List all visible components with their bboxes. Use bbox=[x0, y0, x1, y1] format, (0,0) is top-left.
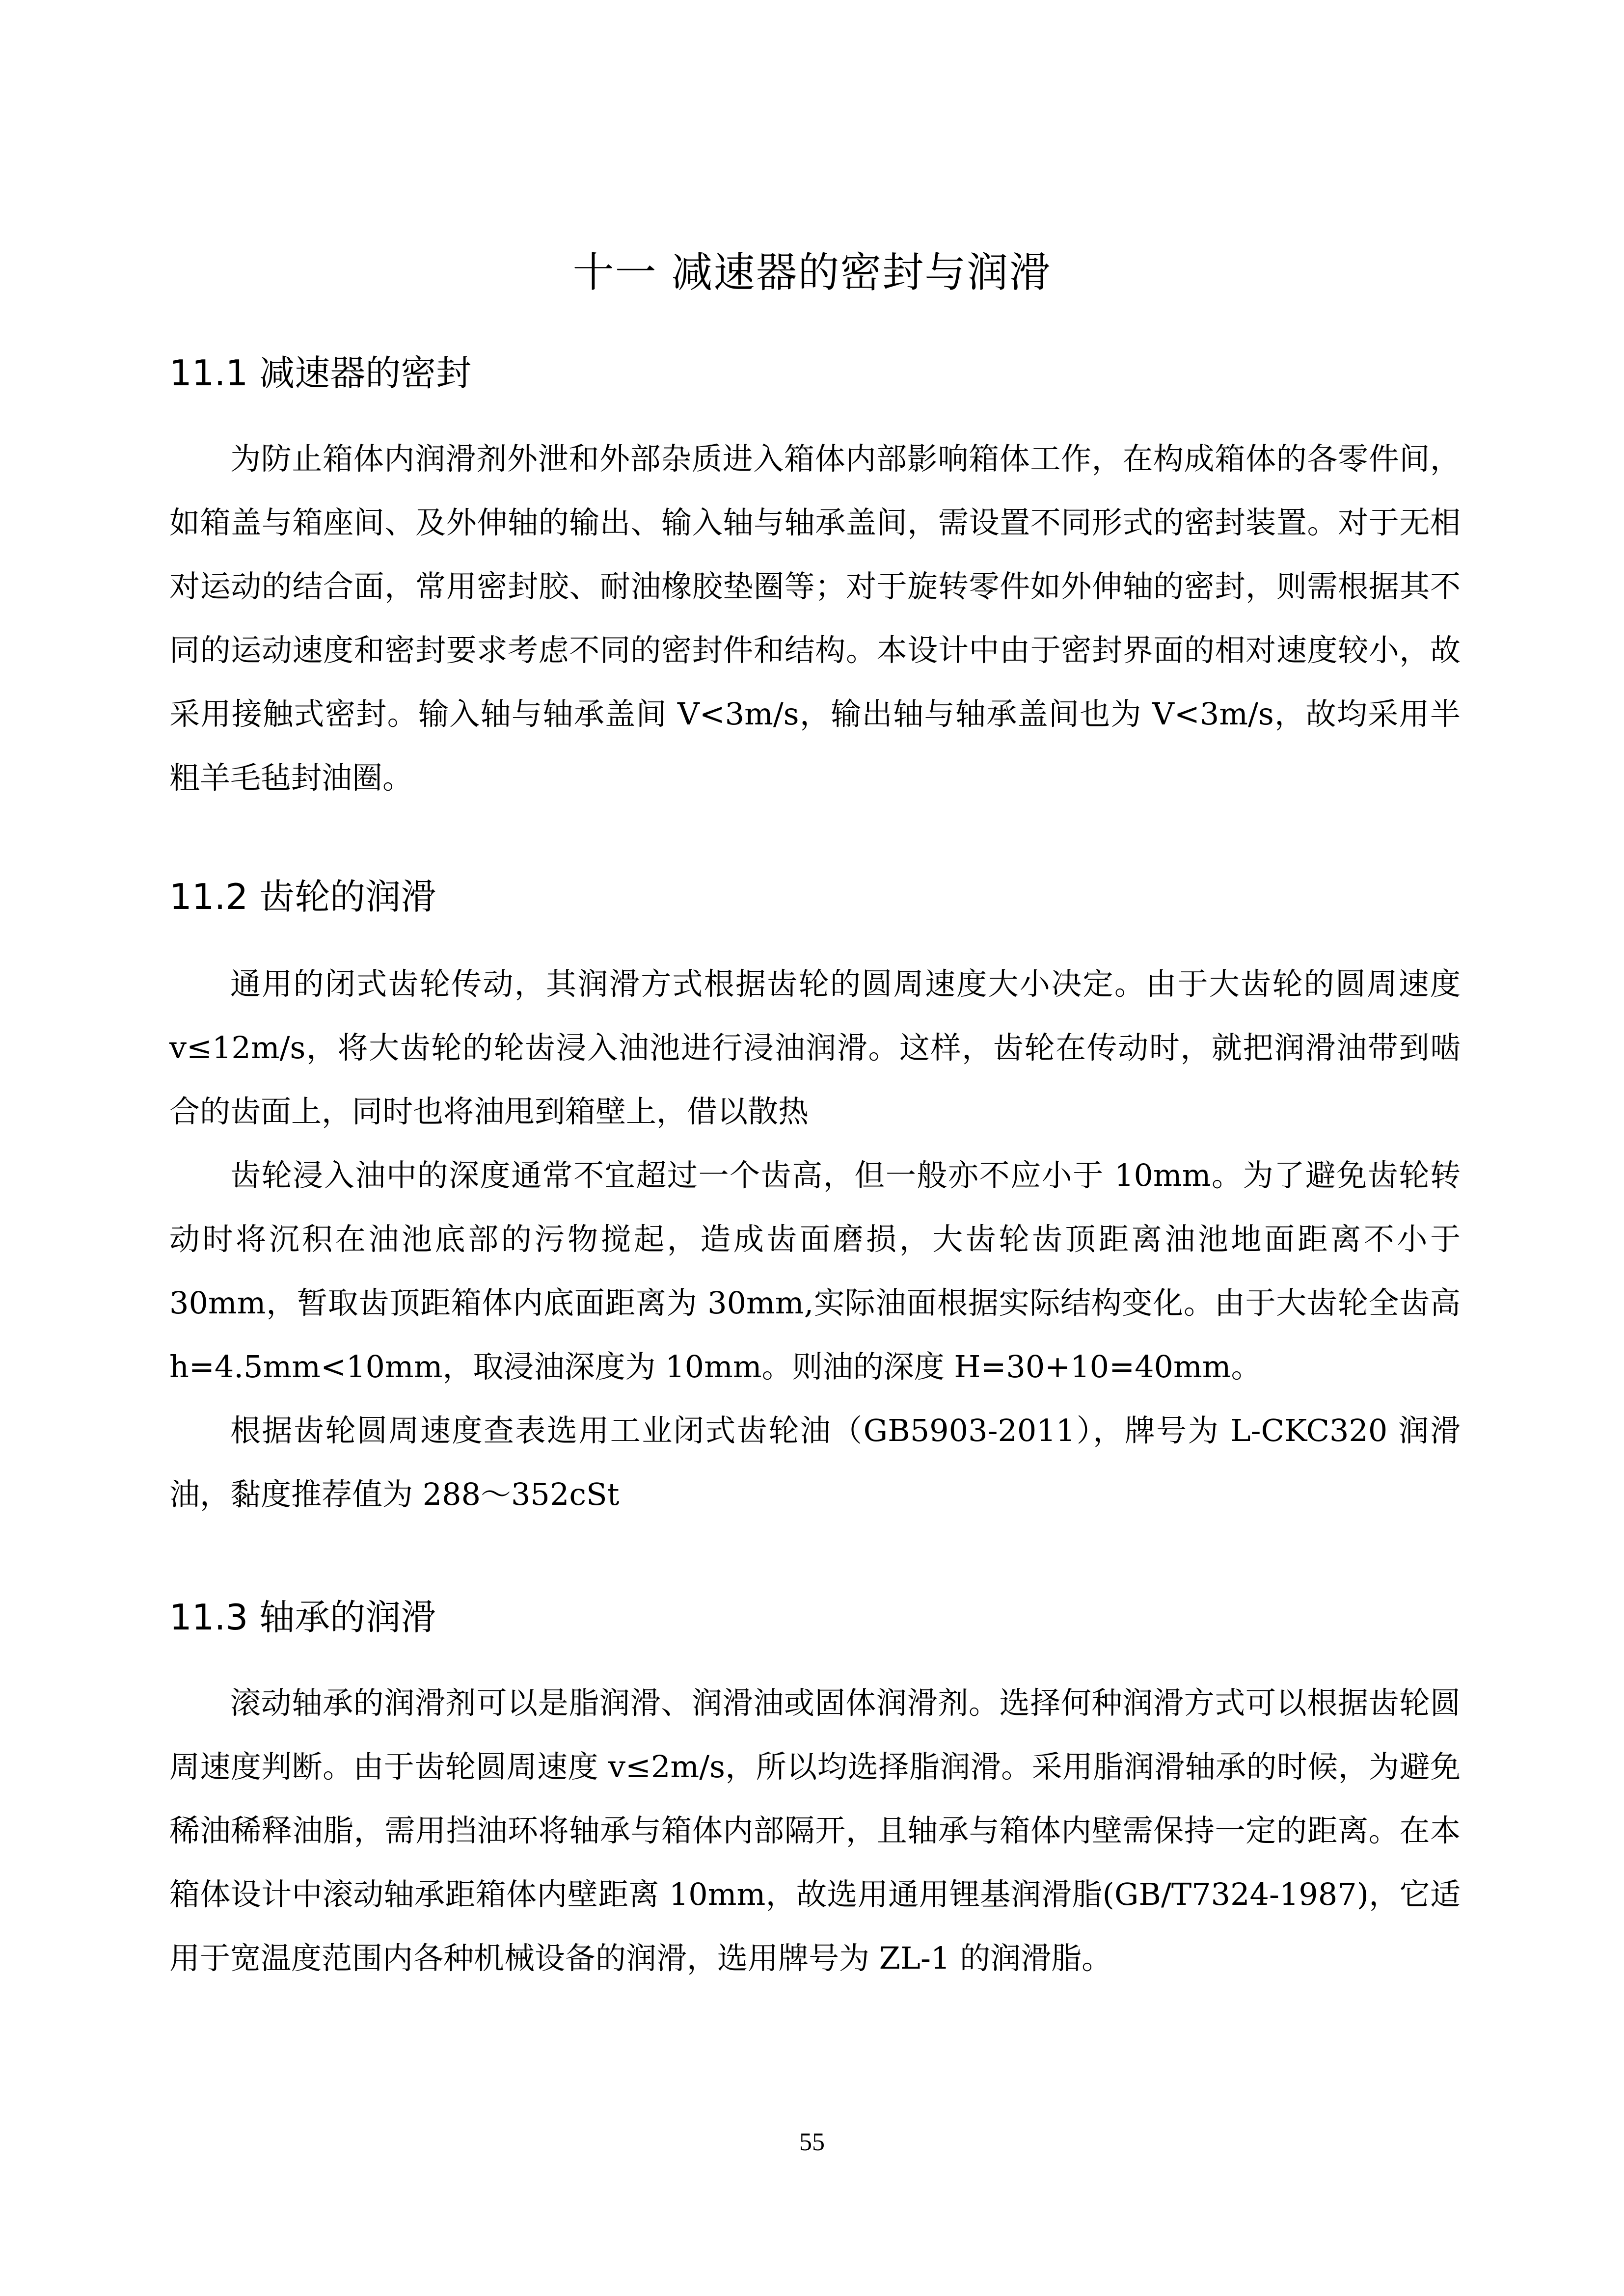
section-heading-11-3: 11.3 轴承的润滑 bbox=[169, 1597, 436, 1638]
paragraph-bearing-lubrication: 滚动轴承的润滑剂可以是脂润滑、润滑油或固体润滑剂。选择何种润滑方式可以根据齿轮圆周速度判断。由于齿轮圆周速度 v≤2m/s，所以均选择脂润滑。采用脂润滑轴承的时候，为避免稀油稀释油脂，需用挡油环将轴承与箱体内部隔开，且轴承与箱体内壁需保持一定的距离。在本箱体设计中滚动轴承距箱体内壁距离 10mm，故选用通用锂基润滑脂(GB/T7324-1987)，它适用于宽温度范围内各种机械设备的润滑，选用牌号为 ZL-1 的润滑脂。 bbox=[169, 1685, 1461, 1976]
paragraph-gear-oil-selection: 根据齿轮圆周速度查表选用工业闭式齿轮油（GB5903-2011），牌号为 L-CKC320 润滑油，黏度推荐值为 288～352cSt bbox=[169, 1413, 1461, 1512]
paragraph-sealing: 为防止箱体内润滑剂外泄和外部杂质进入箱体内部影响箱体工作，在构成箱体的各零件间，如箱盖与箱座间、及外伸轴的输出、输入轴与轴承盖间，需设置不同形式的密封装置。对于无相对运动的结合面，常用密封胶、耐油橡胶垫圈等；对于旋转零件如外伸轴的密封，则需根据其不同的运动速度和密封要求考虑不同的密封件和结构。本设计中由于密封界面的相对速度较小，故采用接触式密封。输入轴与轴承盖间 V<3m/s，输出轴与轴承盖间也为 V<3m/s，故均采用半粗羊毛毡封油圈。 bbox=[169, 441, 1461, 796]
section-heading-11-1: 11.1 减速器的密封 bbox=[169, 352, 472, 394]
paragraph-oil-depth: 齿轮浸入油中的深度通常不宜超过一个齿高，但一般亦不应小于 10mm。为了避免齿轮转动时将沉积在油池底部的污物搅起，造成齿面磨损，大齿轮齿顶距离油池地面距离不小于 30mm，暂取齿顶距箱体内底面距离为 30mm,实际油面根据实际结构变化。由于大齿轮全齿高 h=4.5mm<10mm，取浸油深度为 10mm。则油的深度 H=30+10=40mm。 bbox=[169, 1157, 1461, 1385]
chapter-title: 十一 减速器的密封与润滑 bbox=[572, 248, 1052, 296]
section-heading-11-2: 11.2 齿轮的润滑 bbox=[169, 876, 436, 917]
page-number: 55 bbox=[799, 2128, 825, 2156]
paragraph-gear-lubrication-method: 通用的闭式齿轮传动，其润滑方式根据齿轮的圆周速度大小决定。由于大齿轮的圆周速度 v≤12m/s，将大齿轮的轮齿浸入油池进行浸油润滑。这样，齿轮在传动时，就把润滑油带到啮合的齿面上，同时也将油甩到箱壁上，借以散热 bbox=[169, 966, 1461, 1129]
